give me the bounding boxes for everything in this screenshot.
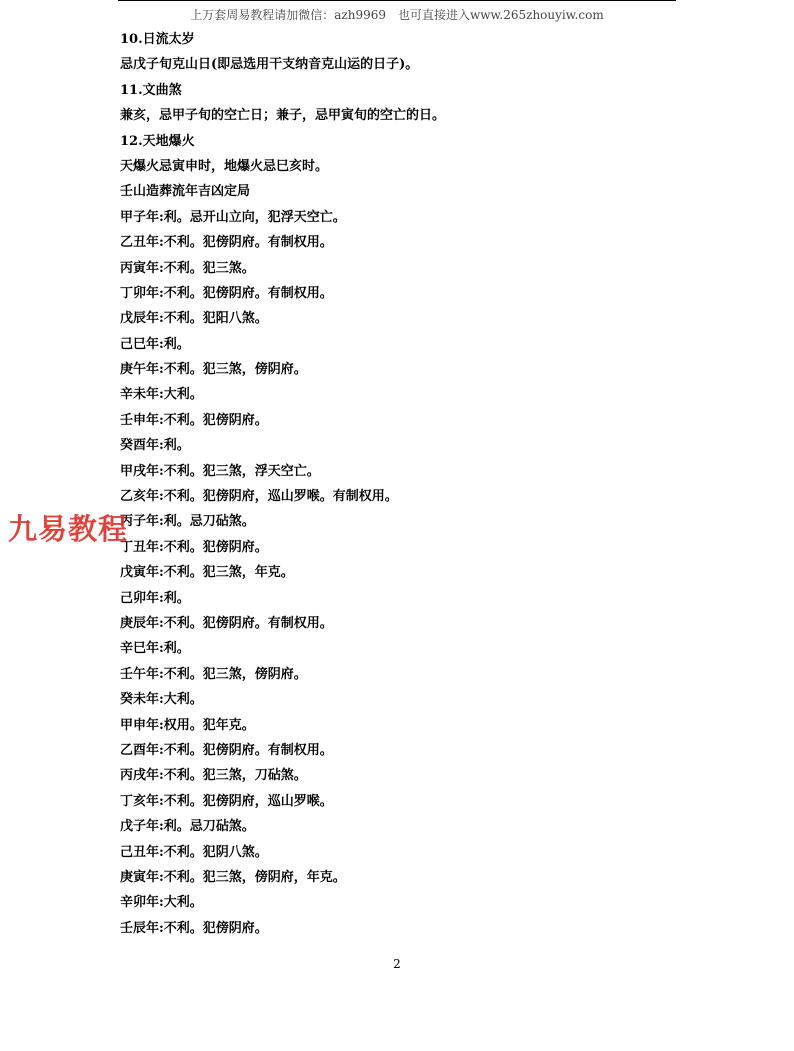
- watermark-logo: 九易教程: [8, 512, 129, 546]
- text-line: 庚午年:不利。犯三煞，傍阴府。: [120, 362, 307, 378]
- page-number: 2: [393, 957, 401, 971]
- text-line: 庚寅年:不利。犯三煞，傍阴府，年克。: [120, 869, 346, 885]
- text-line: 己卯年:利。: [120, 590, 190, 606]
- text-line: 乙酉年:不利。犯傍阴府。有制权用。: [120, 742, 333, 758]
- text-line: 壬辰年:不利。犯傍阴府。: [120, 920, 268, 936]
- text-line: 壬山造葬流年吉凶定局: [120, 184, 251, 200]
- page-header: 上万套周易教程请加微信：azh9969 也可直接进入www.265zhouyiw.com: [190, 8, 604, 22]
- text-line: 庚辰年:不利。犯傍阴府。有制权用。: [120, 615, 333, 631]
- text-line: 辛卯年:大利。: [120, 895, 203, 911]
- text-line: 丙子年:利。忌刀砧煞。: [120, 514, 255, 530]
- text-line: 癸未年:大利。: [120, 692, 203, 708]
- text-line: 戊寅年:不利。犯三煞，年克。: [120, 565, 294, 581]
- text-line: 甲戌年:不利。犯三煞，浮天空亡。: [120, 463, 320, 479]
- text-line: 12.天地爆火: [120, 133, 195, 149]
- text-line: 天爆火忌寅申时，地爆火忌巳亥时。: [120, 158, 329, 174]
- text-line: 己丑年:不利。犯阴八煞。: [120, 844, 268, 860]
- text-line: 丁亥年:不利。犯傍阴府，巡山罗喉。: [120, 793, 333, 809]
- text-line: 癸酉年:利。: [120, 438, 190, 454]
- text-line: 辛巳年:利。: [120, 641, 190, 657]
- text-line: 甲子年:利。忌开山立向，犯浮天空亡。: [120, 209, 346, 225]
- text-line: 丙戌年:不利。犯三煞，刀砧煞。: [120, 768, 307, 784]
- text-line: 戊子年:利。忌刀砧煞。: [120, 819, 255, 835]
- text-line: 壬午年:不利。犯三煞，傍阴府。: [120, 666, 307, 682]
- header-rule: [118, 0, 676, 1]
- document-body: [120, 27, 720, 941]
- text-line: 兼亥，忌甲子旬的空亡日；兼子，忌甲寅旬的空亡的日。: [120, 108, 446, 124]
- text-line: 壬申年:不利。犯傍阴府。: [120, 412, 268, 428]
- text-line: 10.日流太岁: [120, 32, 195, 47]
- text-line: 辛未年:大利。: [120, 387, 203, 403]
- text-line: 忌戊子旬克山日(即忌选用干支纳音克山运的日子)。: [120, 57, 419, 73]
- text-line: 己巳年:利。: [120, 336, 190, 352]
- text-line: 戊辰年:不利。犯阳八煞。: [120, 311, 268, 327]
- text-line: 丁卯年:不利。犯傍阴府。有制权用。: [120, 285, 333, 301]
- text-line: 丁丑年:不利。犯傍阴府。: [120, 539, 268, 555]
- text-line: 乙丑年:不利。犯傍阴府。有制权用。: [120, 235, 333, 251]
- text-line: 乙亥年:不利。犯傍阴府，巡山罗喉。有制权用。: [120, 489, 398, 505]
- text-line: 甲申年:权用。犯年克。: [120, 717, 255, 733]
- text-line: 11.文曲煞: [120, 82, 182, 98]
- text-line: 丙寅年:不利。犯三煞。: [120, 260, 255, 276]
